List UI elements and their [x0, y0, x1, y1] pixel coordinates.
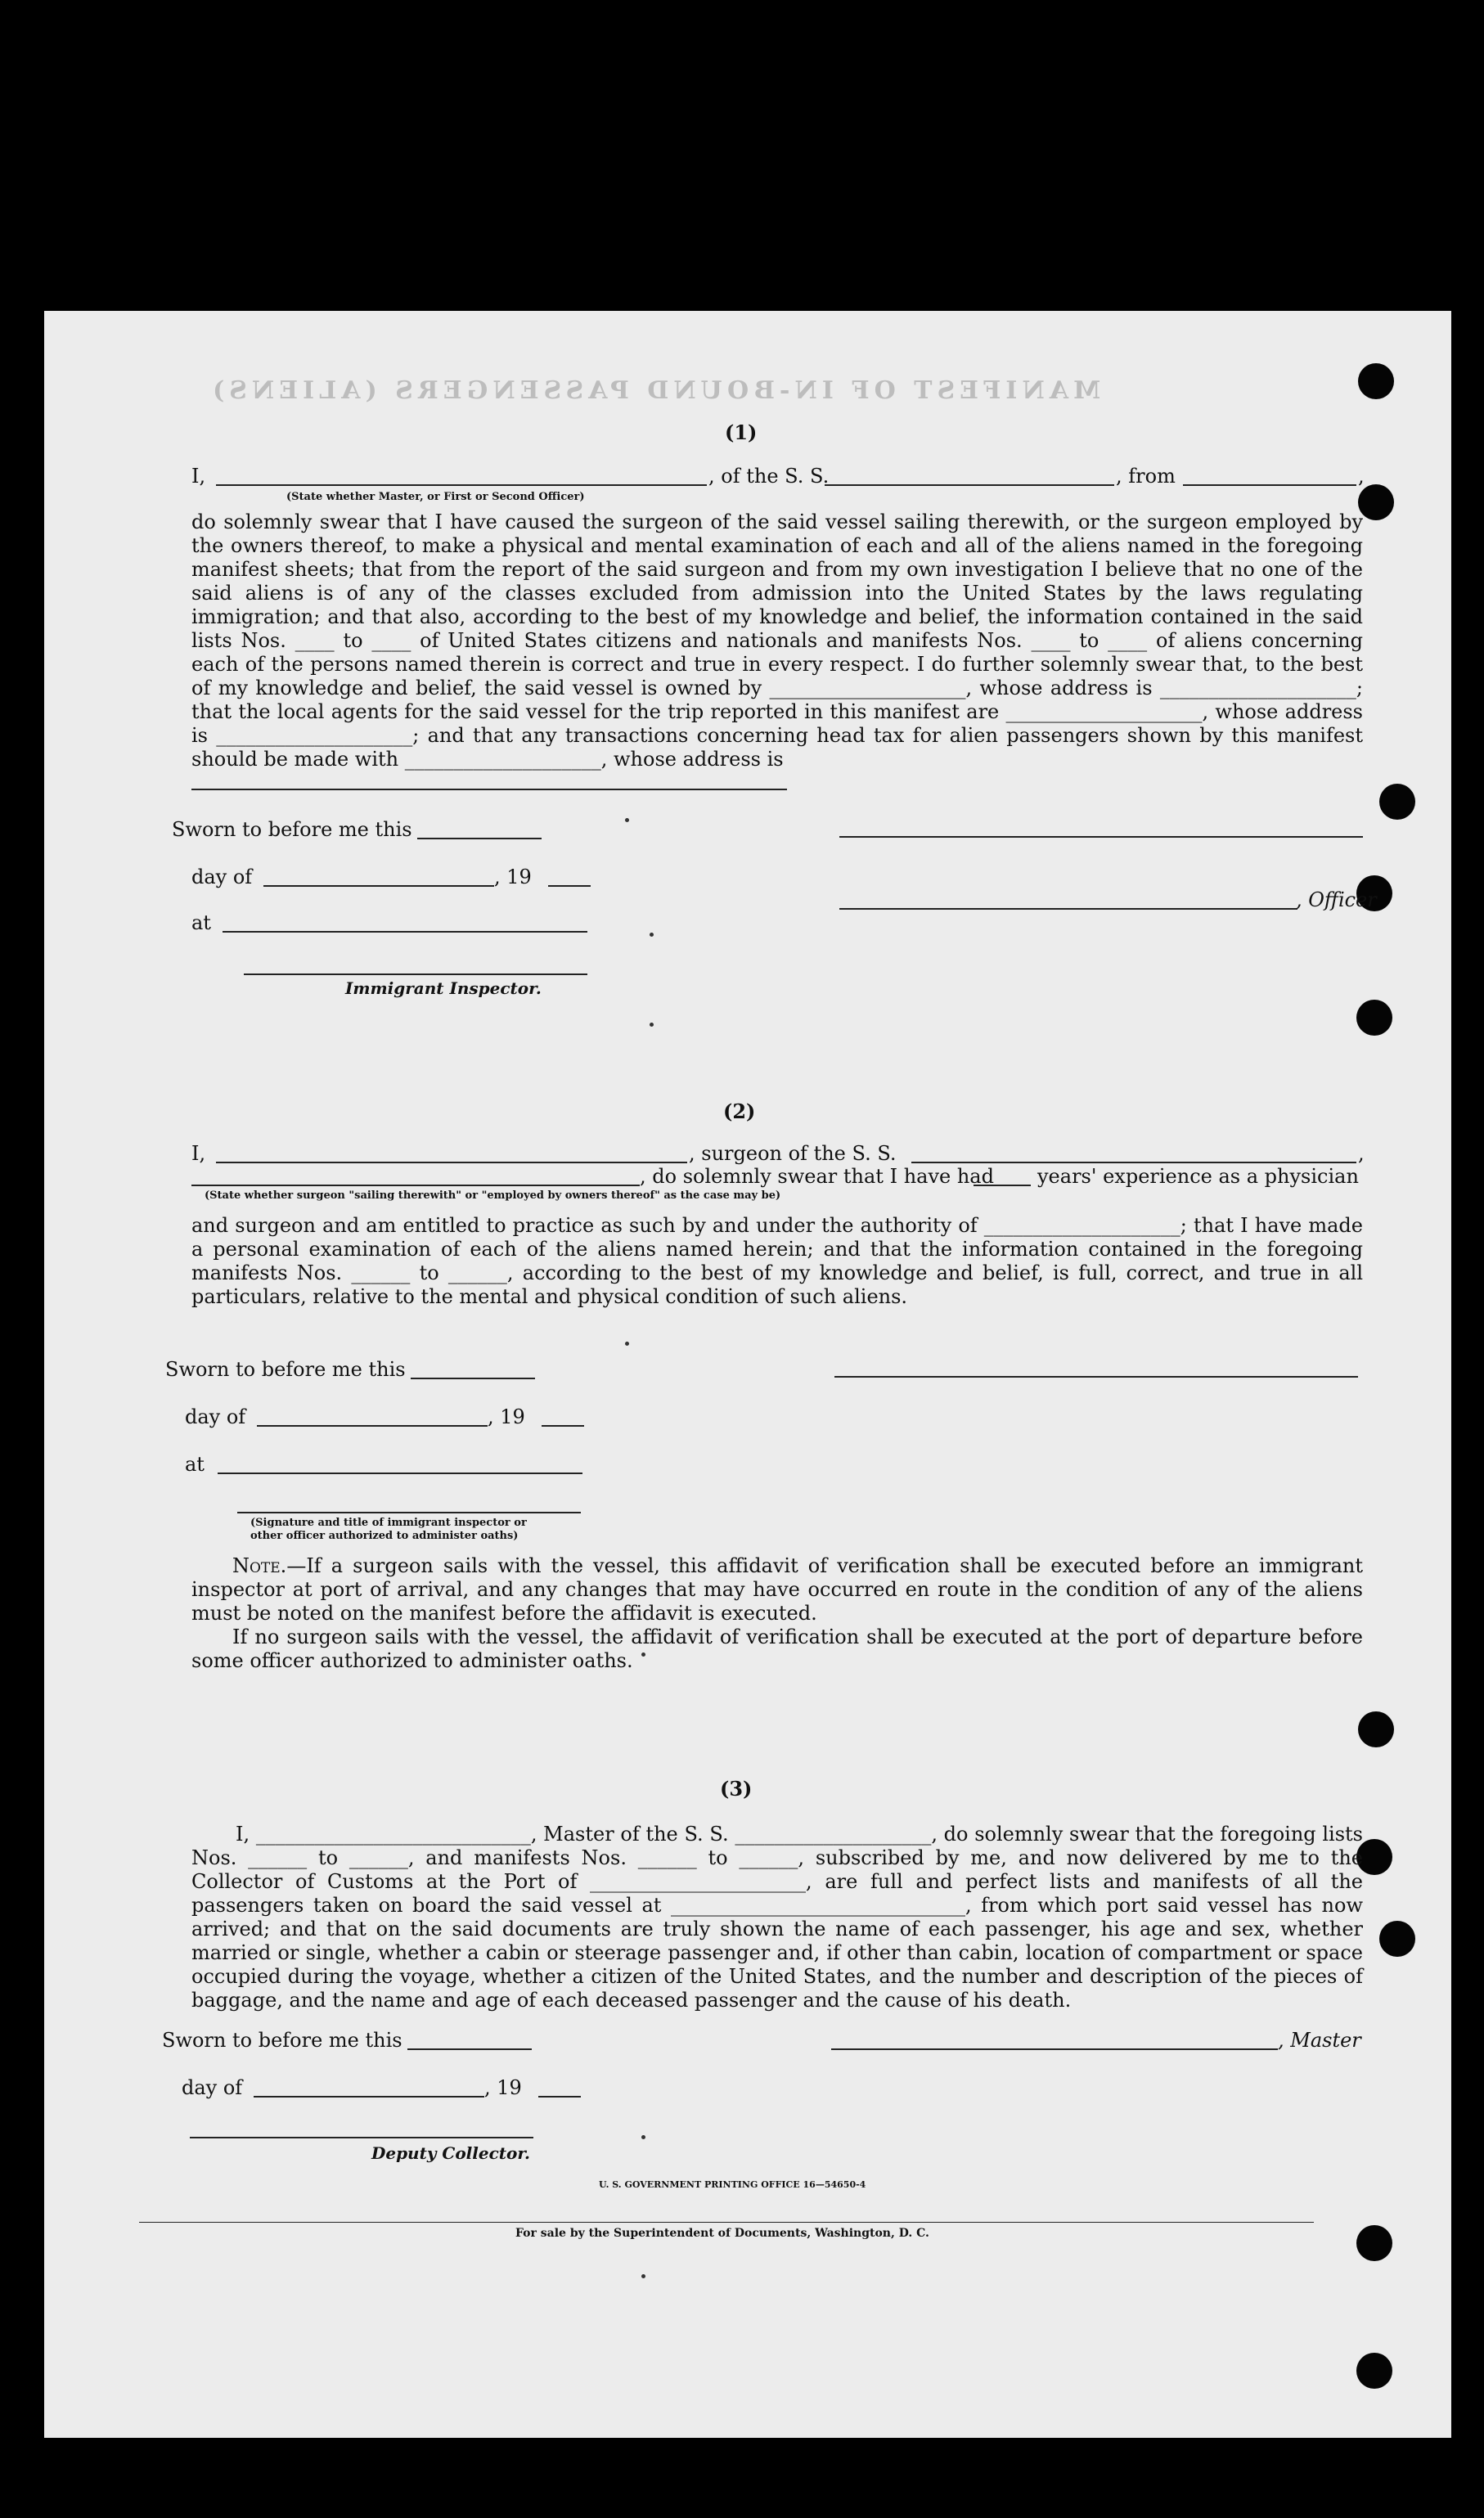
surgeon-name-field[interactable] [216, 1162, 687, 1163]
month-field[interactable] [257, 1425, 488, 1427]
master-signature-line[interactable] [831, 2048, 1278, 2050]
footer-rule [139, 2222, 1314, 2223]
sworn-day-field[interactable] [417, 838, 542, 839]
month-field[interactable] [254, 2096, 484, 2098]
note-text: —If a surgeon sails with the vessel, this affidavit of verification shall be executed before an immigrant inspector at port of arrival, and any changes that may have occurred en route in the condition of any of the aliens must be noted on the manifest before the affidavit is executed. [191, 1554, 1363, 1625]
years-label: years' experience as a physician [1037, 1165, 1359, 1188]
section-1-body [191, 510, 1363, 771]
inspector-caption: Immigrant Inspector. [345, 978, 542, 998]
binder-hole [1379, 784, 1415, 820]
line-comma: , [1358, 1142, 1365, 1165]
surgeon-type-field[interactable] [191, 1185, 640, 1186]
section-1-oath-text: do solemnly swear that I have caused the surgeon of the said vessel sailing therewith, or the surgeon employed by the owners thereof, to make a physical and mental examination of each and all of the aliens named in the foregoing manifest sheets; that from the report of the said surgeon and from my own investigation I believe that no one of the said aliens is of any of the classes excluded from admission into the United States by the laws regulating immigration; and that also, according to the best of my knowledge and belief, the information contained in the said lists Nos. ____ to ____ of United States citizens and nationals and manifests Nos. ____ to ____ of aliens concerning each of the persons named therein is correct and true in every respect. I do further solemnly swear that, to the best of my knowledge and belief, the said vessel is owned by ____________________, whose address is ____________________; that the local agents for the said vessel for the trip reported in this manifest are ____________________, whose address is ____________________; and that any transactions concerning head tax for alien passengers shown by this manifest should be made with ____________________, whose address is [191, 510, 1363, 771]
officer-signature-line[interactable] [839, 908, 1297, 910]
gpo-imprint: U. S. GOVERNMENT PRINTING OFFICE 16—54650-4 [599, 2179, 866, 2190]
years-experience-field[interactable] [974, 1185, 1031, 1186]
binder-hole [1356, 2225, 1392, 2261]
section-1-i: I, [191, 465, 206, 488]
head-tax-address-field[interactable] [191, 789, 787, 790]
officer-caption: , Officer [1296, 888, 1377, 911]
note-paragraph [191, 1554, 1363, 1625]
at-place-field[interactable] [223, 931, 587, 933]
section-3-body [191, 1823, 1363, 2012]
day-of-label: day of [182, 2076, 243, 2099]
officer-signature-top-line[interactable] [839, 836, 1363, 838]
day-of-label: day of [185, 1405, 246, 1428]
rank-caption: (State whether Master, or First or Second Officer) [286, 491, 585, 503]
officer-signature-line[interactable] [237, 1512, 581, 1513]
master-caption: , Master [1278, 2029, 1361, 2052]
scan-dot [641, 2274, 645, 2278]
line-comma: , [1358, 465, 1365, 488]
binder-hole [1356, 2353, 1392, 2389]
binder-hole [1358, 484, 1394, 520]
year-label: , 19 [488, 1405, 525, 1428]
note-block [191, 1554, 1363, 1673]
binder-hole [1358, 363, 1394, 399]
sworn-day-field[interactable] [407, 2048, 532, 2050]
year-label: , 19 [494, 866, 532, 888]
surgeon-swear-label: , do solemnly swear that I have had [640, 1165, 994, 1188]
section-3-number: (3) [720, 1777, 753, 1801]
surgeon-type-caption: (State whether surgeon "sailing therewith" or "employed by owners thereof" as the case may be) [205, 1189, 781, 1202]
sig-caption-line-2: other officer authorized to administer oaths) [250, 1530, 519, 1542]
note-2-text: If no surgeon sails with the vessel, the affidavit of verification shall be executed at the port of departure before some officer authorized to administer oaths. [191, 1625, 1363, 1672]
binder-hole [1358, 1711, 1394, 1747]
section-2-i: I, [191, 1142, 206, 1165]
surgeon-signature-line[interactable] [834, 1376, 1358, 1378]
section-2-oath-text: and surgeon and am entitled to practice as such by and under the authority of ____________________; that I have made a personal examination of each of the aliens named herein; and that the information contained in the foregoing manifests Nos. ______ to ______, according to the best of my knowledge and belief, is full, correct, and true in all particulars, relative to the mental and physical condition of such aliens. [191, 1214, 1363, 1308]
month-field[interactable] [263, 885, 494, 887]
sworn-label: Sworn to before me this [162, 2029, 402, 2052]
year-field[interactable] [542, 1425, 584, 1427]
scan-dot [641, 2135, 645, 2139]
from-port-field[interactable] [1183, 484, 1356, 486]
year-field[interactable] [548, 885, 591, 887]
section-1-number: (1) [725, 420, 758, 444]
section-2-number: (2) [723, 1099, 756, 1123]
inspector-signature-line[interactable] [244, 973, 587, 975]
note-label: Note. [232, 1554, 287, 1577]
vessel-name-field[interactable] [825, 484, 1114, 486]
surgeon-vessel-field[interactable] [911, 1162, 1356, 1163]
binder-hole [1379, 1921, 1415, 1957]
form-page [44, 311, 1451, 2438]
rank-field[interactable] [216, 484, 707, 486]
sig-caption-line-1: (Signature and title of immigrant inspector or [250, 1517, 527, 1529]
year-label: , 19 [484, 2076, 522, 2099]
deputy-caption: Deputy Collector. [371, 2143, 531, 2163]
from-label: , from [1116, 465, 1176, 488]
section-3-oath-text: I, ____________________________, Master of the S. S. ____________________, do solemnly swear that the foregoing lists Nos. ______ to ______, and manifests Nos. ______ to ______, subscribed by me, and now delivered by me to the Collector of Customs at the Port of ______________________, are full and perfect lists and manifests of all the passengers taken on board the said vessel at ______________________________, from which port said vessel has now arrived; and that on the said documents are truly shown the name of each passenger, his age and sex, whether married or single, whether a cabin or steerage passenger and, if other than cabin, location of compartment or space occupied during the voyage, whether a citizen of the United States, and the number and description of the pieces of baggage, and the name and age of each deceased passenger and the cause of his death. [191, 1823, 1363, 2012]
of-ss-label: , of the S. S. [708, 465, 830, 488]
scan-dot [625, 1342, 629, 1346]
at-place-field[interactable] [218, 1473, 582, 1474]
day-of-label: day of [191, 866, 253, 888]
sworn-label: Sworn to before me this [165, 1358, 406, 1381]
sworn-label: Sworn to before me this [172, 818, 412, 841]
scan-dot [625, 818, 629, 822]
at-label: at [191, 911, 211, 934]
surgeon-of-ss-label: , surgeon of the S. S. [689, 1142, 897, 1165]
scan-dot [650, 1023, 654, 1027]
scan-dot [650, 933, 654, 937]
deputy-signature-line[interactable] [190, 2137, 533, 2138]
sworn-day-field[interactable] [411, 1378, 535, 1379]
binder-hole [1356, 1000, 1392, 1036]
year-field[interactable] [538, 2096, 581, 2098]
at-label: at [185, 1453, 205, 1476]
section-2-body [191, 1214, 1363, 1309]
bleed-through-text: MANIFEST OF IN-BOUND PASSENGERS (ALIENS) [208, 376, 1101, 405]
sale-notice: For sale by the Superintendent of Documents, Washington, D. C. [515, 2227, 929, 2240]
